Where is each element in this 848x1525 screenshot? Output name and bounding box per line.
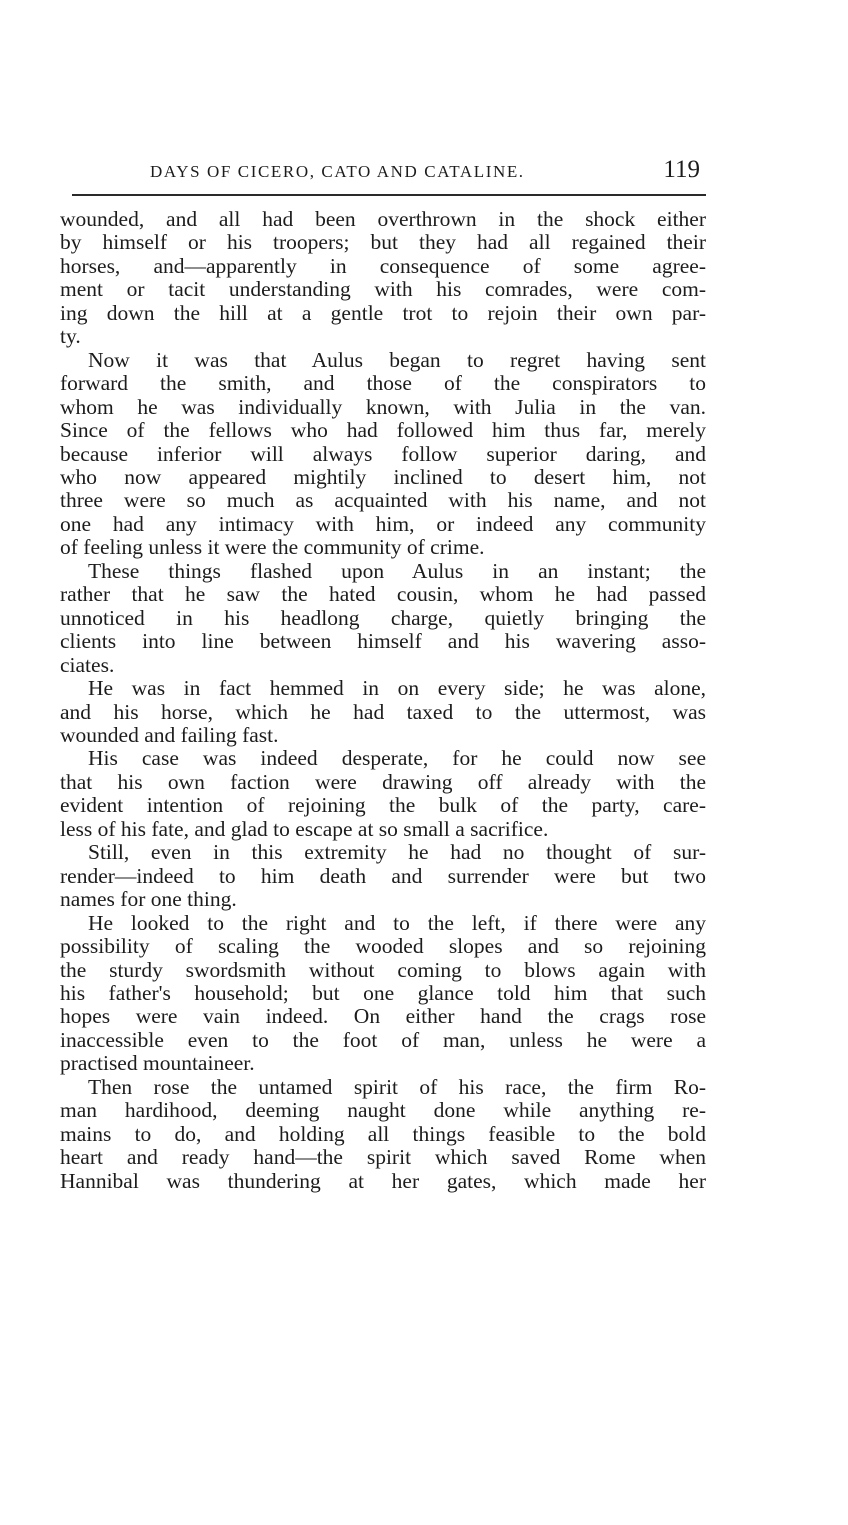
text-line: render—indeed to him death and surrender were but two <box>60 863 706 888</box>
text-line: horses, and—apparently in consequence of some agree- <box>60 253 706 278</box>
text-line: He looked to the right and to the left, if there were any <box>88 910 706 935</box>
text-line: and his horse, which he had taxed to the uttermost, was <box>60 699 706 724</box>
text-line: He was in fact hemmed in on every side; he was alone, <box>88 676 706 701</box>
running-title: DAYS OF CICERO, CATO AND CATALINE. <box>150 162 525 181</box>
text-line: Now it was that Aulus began to regret having sent <box>88 347 706 372</box>
text-line: ing down the hill at a gentle trot to rejoin their own par- <box>60 300 706 325</box>
text-line: Still, even in this extremity he had no thought of sur- <box>88 840 706 865</box>
text-line: rather that he saw the hated cousin, whom he had passed <box>60 582 706 607</box>
page-number: 119 <box>663 156 700 183</box>
text-line: Since of the fellows who had followed him thus far, merely <box>60 418 706 443</box>
text-line: three were so much as acquainted with his name, and not <box>60 488 706 513</box>
body-text <box>60 208 706 1193</box>
text-line: These things flashed upon Aulus in an instant; the <box>88 558 706 583</box>
text-line: because inferior will always follow superior daring, and <box>60 441 706 466</box>
header-rule <box>72 194 706 196</box>
text-line: that his own faction were drawing off already with the <box>60 769 706 794</box>
text-line: ty. <box>60 324 81 349</box>
text-line: by himself or his troopers; but they had all regained their <box>60 230 706 255</box>
text-line: names for one thing. <box>60 887 237 912</box>
text-line: ment or tacit understanding with his comrades, were com- <box>60 277 706 302</box>
text-line: possibility of scaling the wooded slopes and so rejoining <box>60 934 706 959</box>
text-line: His case was indeed desperate, for he could now see <box>88 746 706 771</box>
text-line: clients into line between himself and his wavering asso- <box>60 629 706 654</box>
running-head <box>60 150 706 190</box>
text-line: one had any intimacy with him, or indeed any community <box>60 511 706 536</box>
book-page <box>60 150 706 1193</box>
text-line: ciates. <box>60 652 115 677</box>
text-line: Then rose the untamed spirit of his race, the firm Ro- <box>88 1074 706 1099</box>
text-line: whom he was individually known, with Julia in the van. <box>60 394 706 419</box>
text-line: mains to do, and holding all things feasible to the bold <box>60 1121 706 1146</box>
text-line: the sturdy swordsmith without coming to blows again with <box>60 957 706 982</box>
text-line: less of his fate, and glad to escape at so small a sacrifice. <box>60 816 549 841</box>
text-line: his father's household; but one glance told him that such <box>60 980 706 1005</box>
text-line: unnoticed in his headlong charge, quietly bringing the <box>60 605 706 630</box>
text-line: Hannibal was thundering at her gates, which made her <box>60 1168 706 1193</box>
text-line: who now appeared mightily inclined to desert him, not <box>60 464 706 489</box>
text-line: wounded, and all had been overthrown in the shock either <box>60 207 706 231</box>
text-line: practised mountaineer. <box>60 1051 255 1076</box>
text-line: hopes were vain indeed. On either hand the crags rose <box>60 1004 706 1029</box>
text-line: heart and ready hand—the spirit which saved Rome when <box>60 1145 706 1170</box>
text-line: wounded and failing fast. <box>60 722 279 747</box>
text-line: of feeling unless it were the community of crime. <box>60 535 485 560</box>
text-line: forward the smith, and those of the conspirators to <box>60 371 706 396</box>
text-line: evident intention of rejoining the bulk of the party, care- <box>60 793 706 818</box>
text-line: man hardihood, deeming naught done while anything re- <box>60 1098 706 1123</box>
text-line: inaccessible even to the foot of man, unless he were a <box>60 1027 706 1052</box>
